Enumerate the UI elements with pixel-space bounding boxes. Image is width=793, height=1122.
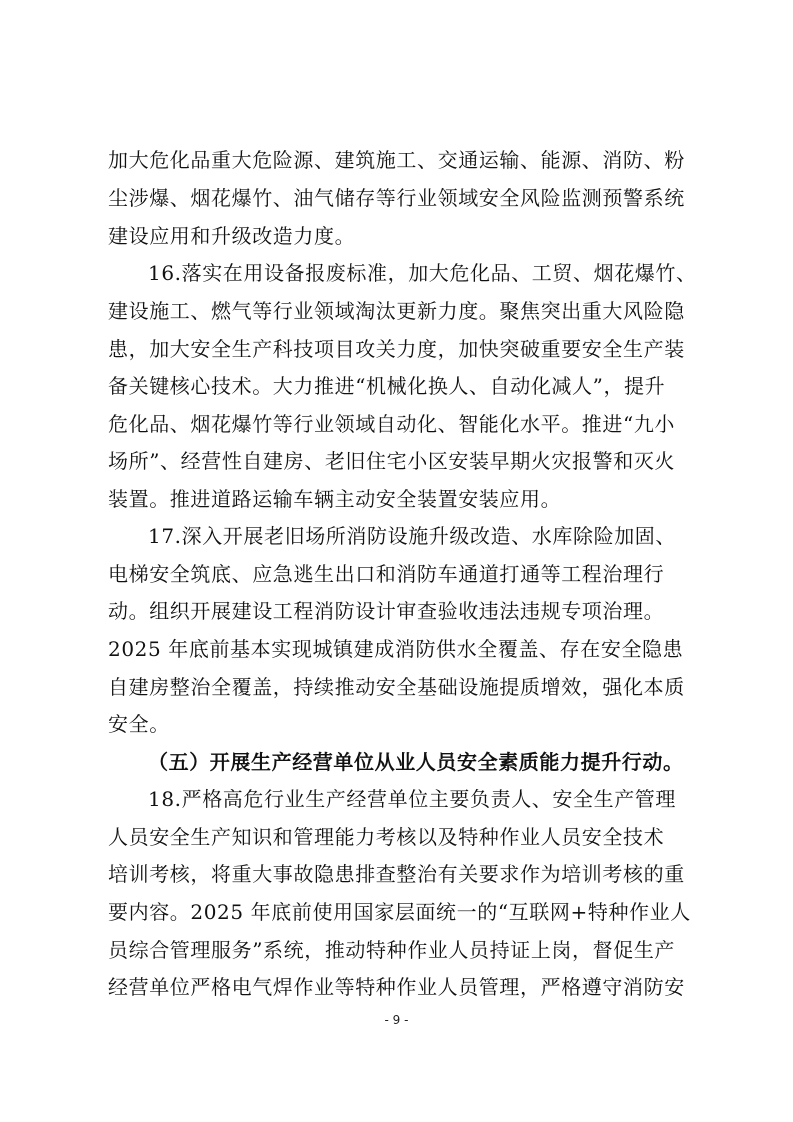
paragraph-17-line-4: 2025 年底前基本实现城镇建成消防供水全覆盖、存在安全隐患: [108, 637, 684, 661]
paragraph-16-line-1: 16.落实在用设备报废标准，加大危化品、工贸、烟花爆竹、: [148, 261, 697, 285]
paragraph-16-line-3: 患，加大安全生产科技项目攻关力度，加快突破重要安全生产装: [108, 337, 685, 361]
paragraph-18-line-4: 要内容。2025 年底前使用国家层面统一的“互联网+特种作业人: [108, 900, 691, 924]
paragraph-16-line-5: 危化品、烟花爆竹等行业领域自动化、智能化水平。推进“九小: [108, 412, 676, 436]
paragraph-17-line-6: 安全。: [108, 712, 170, 736]
paragraph-16-line-6: 场所”、经营性自建房、老旧住宅小区安装早期火灾报警和灭火: [108, 449, 676, 473]
section-heading: （五）开展生产经营单位从业人员安全素质能力提升行动。: [148, 750, 684, 774]
text-line-2: 尘涉爆、烟花爆竹、油气储存等行业领域安全风险监测预警系统: [108, 186, 685, 210]
paragraph-18-line-3: 培训考核，将重大事故隐患排查整治有关要求作为培训考核的重: [108, 862, 685, 886]
paragraph-17-line-2: 电梯安全筑底、应急逃生出口和消防车通道打通等工程治理行: [108, 562, 665, 586]
paragraph-16-line-7: 装置。推进道路运输车辆主动安全装置安装应用。: [108, 487, 562, 511]
paragraph-16-line-2: 建设施工、燃气等行业领域淘汰更新力度。聚焦突出重大风险隐: [108, 299, 685, 323]
text-line-1: 加大危化品重大危险源、建筑施工、交通运输、能源、消防、粉: [108, 148, 685, 172]
paragraph-17-line-5: 自建房整治全覆盖，持续推动安全基础设施提质增效，强化本质: [108, 675, 685, 699]
paragraph-17-line-1: 17.深入开展老旧场所消防设施升级改造、水库除险加固、: [148, 524, 677, 548]
paragraph-18-line-6: 经营单位严格电气焊作业等特种作业人员管理，严格遵守消防安: [108, 975, 685, 999]
paragraph-18-line-1: 18.严格高危行业生产经营单位主要负责人、安全生产管理: [148, 787, 677, 811]
page-number: - 9 -: [384, 1013, 409, 1027]
paragraph-16-line-4: 备关键核心技术。大力推进“机械化换人、自动化减人”，提升: [108, 374, 666, 398]
paragraph-17-line-3: 动。组织开展建设工程消防设计审查验收违法违规专项治理。: [108, 599, 665, 623]
paragraph-18-line-2: 人员安全生产知识和管理能力考核以及特种作业人员安全技术: [108, 825, 665, 849]
text-line-3: 建设应用和升级改造力度。: [108, 224, 356, 248]
paragraph-18-line-5: 员综合管理服务”系统，推动特种作业人员持证上岗，督促生产: [108, 938, 676, 962]
